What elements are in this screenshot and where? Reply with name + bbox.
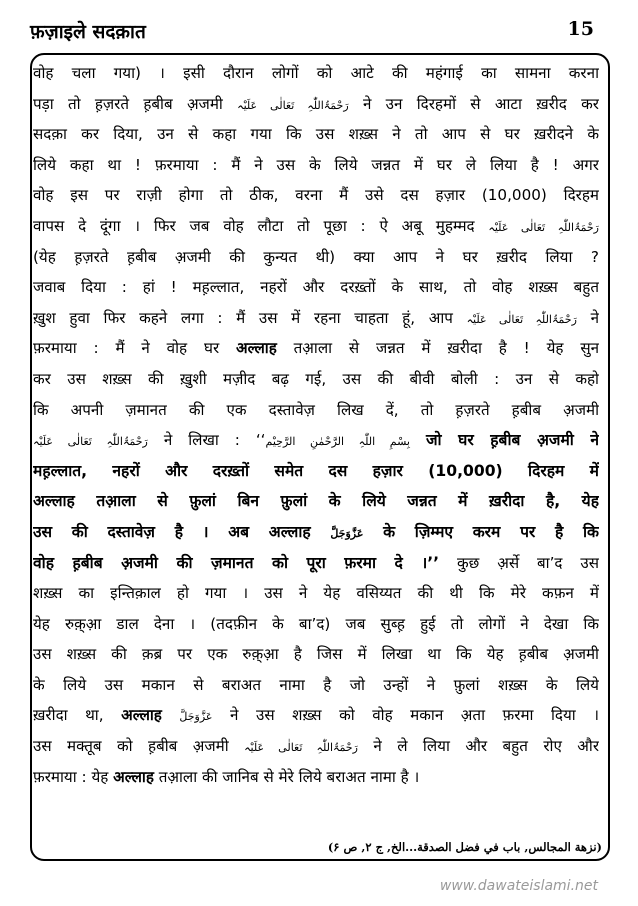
text-line: फ़रमाया : येह अल्लाह तआ़ला की जानिब से मेरे लिये बराअत नामा है । — [33, 767, 420, 786]
text-line: येह रुक़्आ़ डाल देना । (तदफ़ीन के बा’द) जब सुब्ह़ हुई तो लोगों ने देखा कि — [33, 614, 599, 633]
text-line: मह़ल्लात, नहरों और दरख़्तों समेत दस हज़ार (10,000) दिरहम में — [33, 461, 599, 480]
text-line: कर उस शख़्स की ख़ुशी मज़ीद बढ़ गई, उस की बीवी बोली : उन से कहो — [33, 369, 599, 388]
allah-calligraphy: अल्लाह — [33, 491, 75, 511]
bismillah: بِسْمِ اللّٰہِ الرَّحْمٰنِ الرَّحِیْم — [265, 435, 410, 449]
source-reference: (نزهة المجالس, باب في فضل الصدقة...الخ, ج ۲, ص ۶) — [327, 840, 602, 854]
website-watermark: www.dawateislami.net — [439, 878, 598, 894]
allah-calligraphy: अल्लाह — [236, 339, 277, 358]
page-header — [30, 18, 608, 48]
book-title: फ़ज़ाइले सदक़ात — [30, 21, 146, 43]
arabic-honorific: رَحْمَۃُاللّٰہِ تَعَالٰی عَلَیْہ — [466, 312, 577, 326]
text-line: शख़्स का इन्तिक़ाल हो गया । उस ने येह वसिय्यत की थी कि मेरे कफ़न में — [33, 584, 599, 603]
page-number: 15 — [567, 18, 594, 40]
text-line: पड़ा तो ह़ज़रते ह़बीब अ़जमी رَحْمَۃُاللّٰہِ تَعَالٰی عَلَیْہ ने उन दिरहमों से आटा ख़रीद कर — [33, 94, 599, 113]
text-line: कि अपनी ज़मानत की एक दस्तावेज़ लिख दें, तो ह़ज़रते ह़बीब अ़जमी — [33, 400, 599, 419]
text-line: वोह ह़बीब अ़जमी की ज़मानत को पूरा फ़रमा दे ।’’ कुछ अ़र्से बा’द उस — [33, 553, 599, 572]
allah-calligraphy: अल्लाह — [121, 706, 162, 725]
arabic-honorific: رَحْمَۃُاللّٰہِ تَعَالٰی عَلَیْہ — [237, 98, 349, 112]
arabic-honorific: عَزَّوَجَلَّ — [179, 710, 213, 724]
text-line: वोह चला गया) । इसी दौरान लोगों को आटे की महंगाई का सामना करना — [33, 64, 599, 82]
allah-calligraphy: अल्लाह — [268, 521, 311, 541]
text-line: सदक़ा कर दिया, उन से कहा गया कि उस शख़्स ने तो आप से घर ख़रीदने के — [33, 125, 599, 144]
text-line: ख़रीदा था, अल्लाह عَزَّوَجَلَّ ने उस शख़्स को वोह मकान अ़ता फ़रमा दिया । — [33, 706, 599, 725]
text-line: (येह ह़ज़रते ह़बीब अ़जमी की कुन्यत थी) क्या आप ने घर ख़रीद लिया ? — [33, 247, 599, 266]
text-line: उस मक्तूब को ह़बीब अ़जमी رَحْمَۃُاللّٰہِ تَعَالٰی عَلَیْہ ने ले लिया और बहुत रोए और — [33, 737, 599, 756]
arabic-honorific: رَحْمَۃُاللّٰہِ تَعَالٰی عَلَیْہ — [33, 435, 148, 449]
text-line: जवाब दिया : हां ! मह़ल्लात, नहरों और दरख़्तों के साथ, तो वोह शख़्स बहुत — [33, 278, 599, 297]
text-line: अल्लाह तआ़ला से फ़ुलां बिन फ़ुलां के लिये जन्नत में ख़रीदा है, येह — [33, 491, 599, 511]
arabic-honorific: رَحْمَۃُاللّٰہِ تَعَالٰی عَلَیْہ — [244, 741, 358, 755]
arabic-honorific: عَزَّوَجَلَّ — [330, 526, 364, 540]
text-line: फ़रमाया : मैं ने वोह घर अल्लाह तआ़ला से जन्नत में ख़रीदा है ! येह सुन — [33, 339, 599, 358]
page-body — [33, 58, 599, 792]
allah-calligraphy: अल्लाह — [113, 767, 154, 786]
text-line: के लिये उस मकान से बराअत नामा है जो उन्हों ने फ़ुलां शख़्स के लिये — [33, 675, 599, 694]
text-line: लिये कहा था ! फ़रमाया : मैं ने उस के लिये जन्नत में घर ले लिया है ! अगर — [33, 155, 599, 174]
text-line: उस शख़्स की क़ब्र पर एक रुक़्आ़ है जिस में लिखा था कि येह ह़बीब अ़जमी — [33, 645, 599, 664]
text-line: वापस दे दूंगा । फिर जब वोह लौटा तो पूछा : ऐ अबू मुहम्मद رَحْمَۃُاللّٰہِ تَعَالٰی عَلَیْہ — [33, 216, 599, 235]
text-line: رَحْمَۃُاللّٰہِ تَعَالٰی عَلَیْہ ने लिखा : ‘‘بِسْمِ اللّٰہِ الرَّحْمٰنِ الرَّحِیْم जो घर ह़बीब अ़जमी ने — [33, 431, 599, 450]
text-line: उस की दस्तावेज़ है । अब अल्लाह عَزَّوَجَلَّ के ज़िम्मए करम पर है कि — [33, 521, 599, 541]
arabic-honorific: رَحْمَۃُاللّٰہِ تَعَالٰی عَلَیْہ — [488, 220, 599, 234]
text-line: ख़ुश हुवा फिर कहने लगा : मैं उस में रहना चाहता हूं, आप رَحْمَۃُاللّٰہِ تَعَالٰی عَلَیْہ ने — [33, 308, 599, 327]
text-line: वोह इस पर राज़ी होगा तो ठीक, वरना मैं उसे दस हज़ार (10,000) दिरहम — [33, 186, 599, 205]
